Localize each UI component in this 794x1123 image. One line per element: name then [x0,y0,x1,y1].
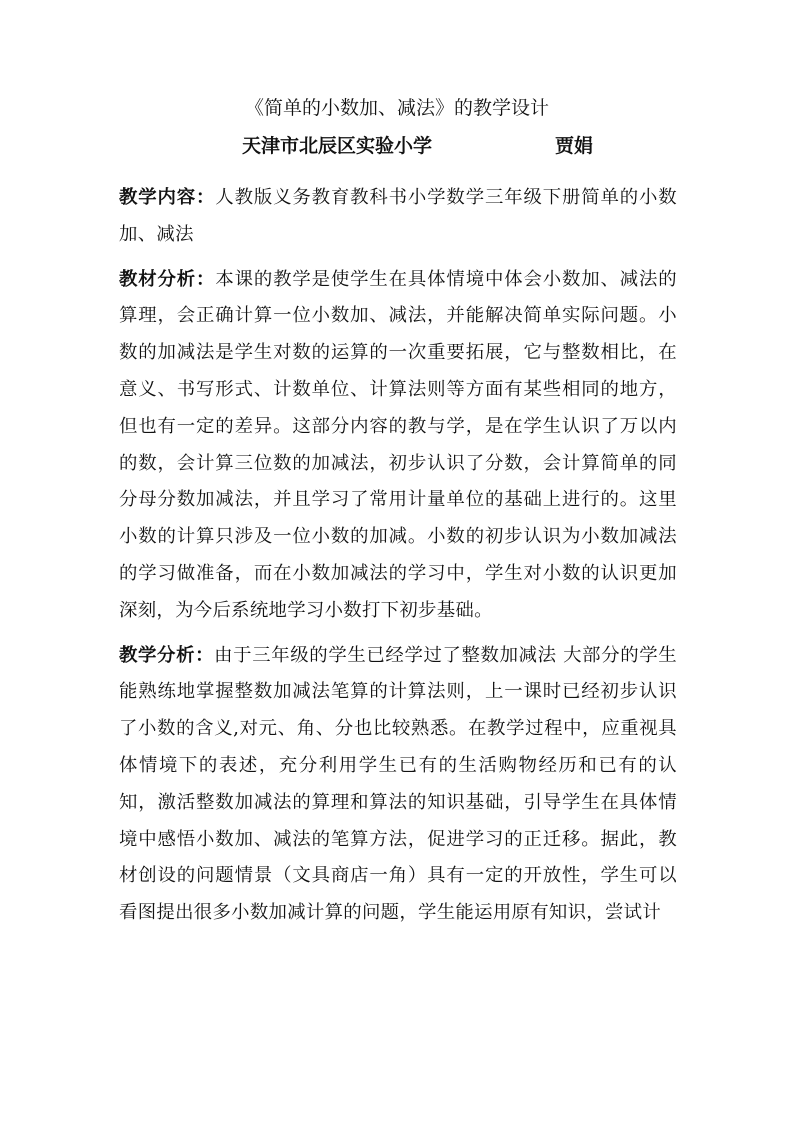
section-text: 由于三年级的学生已经学过了整数加减法 大部分的学生能熟练地掌握整数加减法笔算的计算法则，上一课时已经初步认识了小数的含义,对元、角、分也比较熟悉。在教学过程中，应重视具体情境下的表述，充分利用学生已有的生活购物经历和已有的认知，激活整数加减法的算理和算法的知识基础，引导学生在具体情境中感悟小数加、减法的笔算方法，促进学习的正迁移。据此，教材创设的问题情景（文具商店一角）具有一定的开放性，学生可以看图提出很多小数加减计算的问题，学生能运用原有知识，尝试计 [119,644,677,924]
section-label: 教学分析： [119,644,215,666]
author-name: 贾娟 [555,135,594,157]
school-name: 天津市北辰区实验小学 [242,135,433,157]
section-label: 教材分析： [119,268,216,290]
document-title: 《简单的小数加、减法》的教学设计 [244,97,549,119]
section-teaching-content [119,180,677,254]
document-body [119,180,677,934]
section-label: 教学内容： [119,187,216,208]
section-material-analysis [119,262,677,630]
section-text: 人教版义务教育教科书小学数学三年级下册简单的小数加、减法 [119,187,677,245]
byline [0,130,794,162]
section-teaching-analysis [119,638,677,932]
section-text: 本课的教学是使学生在具体情境中体会小数加、减法的算理，会正确计算一位小数加、减法，并能解决简单实际问题。小数的加减法是学生对数的运算的一次重要拓展，它与整数相比，在意义、书写形式、计数单位、计算法则等方面有某些相同的地方，但也有一定的差异。这部分内容的教与学，是在学生认识了万以内的数，会计算三位数的加减法，初步认识了分数，会计算简单的同分母分数加减法，并且学习了常用计量单位的基础上进行的。这里小数的计算只涉及一位小数的加减。小数的初步认识为小数加减法的学习做准备，而在小数加减法的学习中，学生对小数的认识更加深刻，为今后系统地学习小数打下初步基础。 [119,268,677,621]
